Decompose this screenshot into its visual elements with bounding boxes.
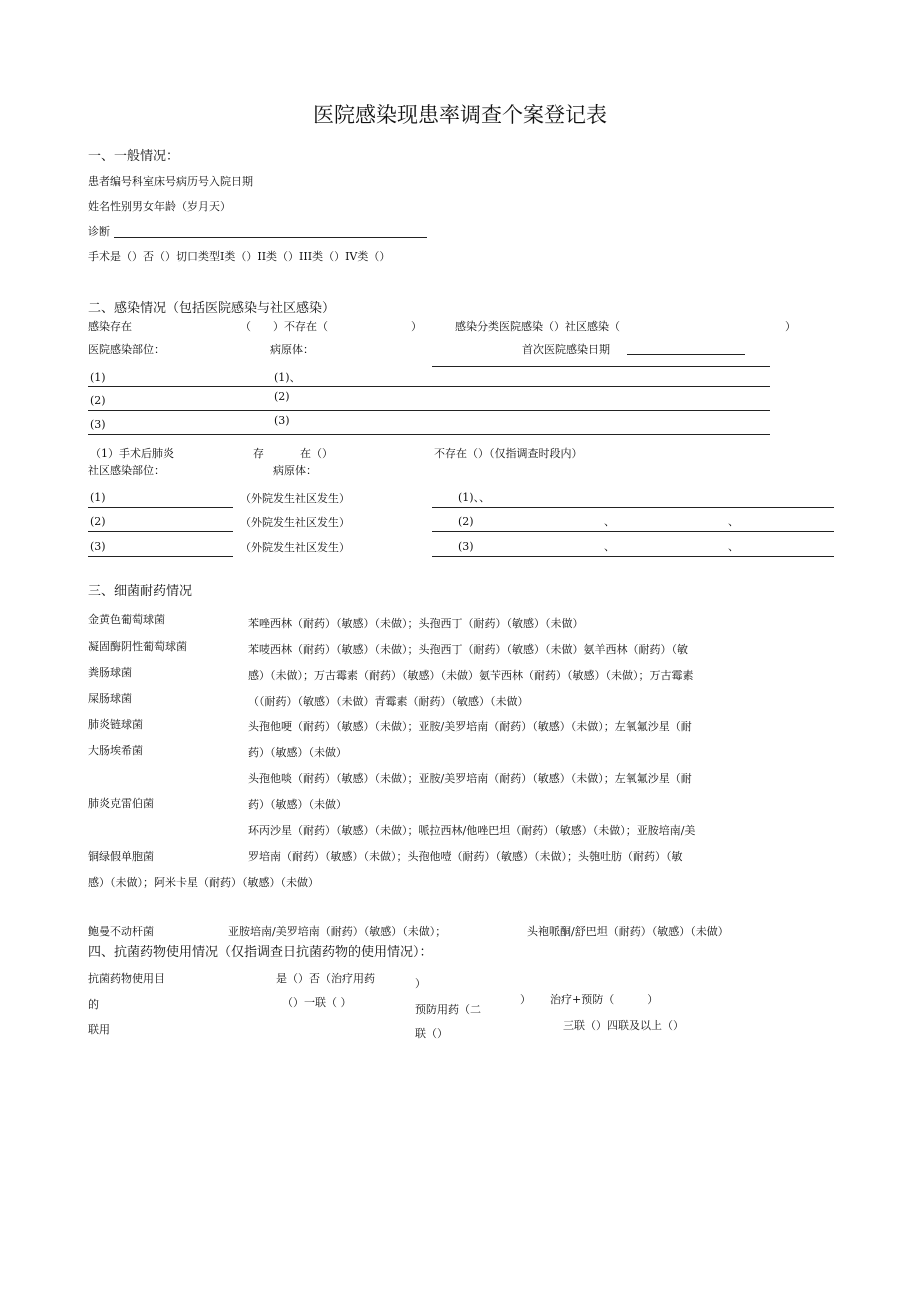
hospital-pathogen-1: (1)、: [274, 371, 301, 384]
drug-line-3: 感）（未做）；万古霉素（耐药）（敏感）（未做）氨苄西林（耐药）（敏感）（未做）；万古霉素: [248, 669, 694, 682]
bacteria-cons: 凝固酶阴性葡萄球菌: [88, 640, 187, 653]
community-site-3-field[interactable]: [88, 556, 233, 557]
antibiotic-dual: 联（）: [415, 1027, 448, 1040]
community-pathogen-1: (1)、、: [458, 491, 491, 504]
hospital-pathogen-label: 病原体：: [270, 343, 314, 356]
hospital-row-3-field[interactable]: [88, 434, 770, 435]
community-note-1: （外院发生社区发生）: [240, 492, 350, 505]
community-pathogen-3: (3): [458, 540, 474, 553]
drug-line-wrap: 感）（未做）；阿米卡星（耐药）（敏感）（未做）: [88, 876, 319, 889]
antibiotic-close-paren-2: ）: [520, 993, 531, 1006]
community-pathogen-3-field[interactable]: [432, 556, 834, 557]
community-pathogen-2-field[interactable]: [432, 531, 834, 532]
antibiotic-prevention: 预防用药（二: [415, 1003, 481, 1016]
hospital-site-3: (3): [90, 418, 106, 431]
drug-line-4: （（耐药）（敏感）（未做）青霉素（耐药）（敏感）（未做）: [248, 695, 529, 708]
bacteria-a-baumannii: 鲍曼不动杆菌: [88, 925, 154, 938]
section-resistance-heading: 三、细菌耐药情况: [88, 584, 193, 599]
antibiotic-purpose-label: 抗菌药物使用目: [88, 972, 165, 985]
infection-classification: 感染分类医院感染（）社区感染（: [455, 320, 620, 333]
surgery-line: 手术是（）否（）切口类型Ⅰ类（）II类（）III类（）IV类（）: [88, 250, 391, 263]
pneumonia-exist-2: 在（）: [300, 447, 333, 460]
community-site-2-field[interactable]: [88, 531, 233, 532]
hospital-site-2: (2): [90, 394, 106, 407]
pneumonia-not-exist: 不存在（）（仅指调查时段内）: [434, 447, 583, 460]
community-pathogen-3-sep2: 、: [728, 540, 739, 553]
infection-classification-close: ）: [785, 320, 796, 333]
hospital-row-1-field[interactable]: [88, 386, 770, 387]
bacteria-e-faecalis: 粪肠球菌: [88, 666, 132, 679]
bacteria-e-coli: 大肠埃希菌: [88, 744, 143, 757]
drug-line-1: 苯唑西林（耐药）（敏感）（未做）；头孢西丁（耐药）（敏感）（未做）: [248, 617, 584, 630]
hospital-site-label: 医院感染部位：: [88, 343, 165, 356]
infection-exist-label: 感染存在: [88, 320, 132, 333]
first-infection-date-field[interactable]: [627, 354, 745, 355]
baumannii-drugs-2: 头袍哌酮/舒巴坦（耐药）（敏感）（未做）: [527, 925, 729, 938]
section-general-heading: 一、一般情况：: [88, 149, 180, 164]
bacteria-k-pneumoniae: 肺炎克雷伯菌: [88, 797, 154, 810]
diagnosis-field[interactable]: [114, 237, 427, 238]
bacteria-e-faecium: 屎肠球菌: [88, 692, 132, 705]
patient-demographics-line: 姓名性别男女年龄（岁月天）: [88, 200, 231, 213]
baumannii-drugs-1: 亚胺培南/美罗培南（耐药）（敏感）（未做）；: [228, 925, 447, 938]
section-antibiotic-heading: 四、抗菌药物使用情况（仅指调查日抗菌药物的使用情况）：: [88, 945, 433, 960]
drug-line-9: 环丙沙星（耐药）（敏感）（未做）；哌拉西林/他唑巴坦（耐药）（敏感）（未做）；亚胺培南/美: [248, 824, 696, 837]
drug-line-7: 头孢他啖（耐药）（敏感）（未做）；亚胺/美罗培南（耐药）（敏感）（未做）；左氧氟沙星（耐: [248, 772, 692, 785]
diagnosis-label: 诊断: [88, 225, 110, 238]
drug-line-5: 头孢他哽（耐药）（敏感）（未做）；亚胺/美罗培南（耐药）（敏感）（未做）；左氧氟沙星（耐: [248, 720, 692, 733]
antibiotic-multi: 三联（）四联及以上（）: [563, 1019, 684, 1032]
page-title: 医院感染现患率调查个案登记表: [313, 103, 607, 127]
infection-exist-options: （ ）不存在（: [240, 320, 328, 333]
divider-line: [432, 366, 770, 367]
community-pathogen-label: 病原体：: [273, 464, 317, 477]
community-pathogen-3-sep1: 、: [604, 540, 615, 553]
community-site-1-field[interactable]: [88, 507, 233, 508]
antibiotic-combination-label: 联用: [88, 1023, 110, 1036]
community-site-2: (2): [90, 515, 106, 528]
community-pathogen-2: (2): [458, 515, 474, 528]
antibiotic-yes-no: 是（）否（治疗用药: [276, 972, 375, 985]
antibiotic-treat-prevent: 治疗+预防（ ）: [550, 993, 659, 1006]
drug-line-6: 药）（敏感）（未做）: [248, 746, 347, 759]
community-note-3: （外院发生社区发生）: [240, 541, 350, 554]
community-note-2: （外院发生社区发生）: [240, 516, 350, 529]
community-site-3: (3): [90, 540, 106, 553]
pneumonia-label: （1）手术后肺炎: [90, 447, 174, 460]
drug-line-8: 药）（敏感）（未做）: [248, 798, 347, 811]
community-pathogen-2-sep1: 、: [604, 515, 615, 528]
drug-line-2: 苯唛西林（耐药）（敏感）（未做）；头孢西丁（耐药）（敏感）（未做）氨羊西林（耐药）（敏: [248, 643, 688, 656]
bacteria-s-pneumoniae: 肺炎链球菌: [88, 718, 143, 731]
first-infection-date-label: 首次医院感染日期: [522, 343, 610, 356]
community-site-label: 社区感染部位：: [88, 464, 165, 477]
community-site-1: (1): [90, 491, 106, 504]
section-infection-heading: 二、感染情况（包括医院感染与社区感染）: [88, 301, 336, 316]
hospital-site-1: (1): [90, 371, 106, 384]
pneumonia-exist-1: 存: [253, 447, 264, 460]
antibiotic-single: （）一联（ ）: [282, 996, 352, 1009]
antibiotic-close-paren-1: ）: [415, 977, 426, 990]
hospital-pathogen-2: (2): [274, 390, 290, 403]
infection-exist-close: ）: [411, 320, 422, 333]
patient-info-line: 患者编号科室床号病历号入院日期: [88, 175, 253, 188]
community-pathogen-2-sep2: 、: [728, 515, 739, 528]
community-pathogen-1-field[interactable]: [432, 507, 834, 508]
hospital-pathogen-3: (3): [274, 414, 290, 427]
antibiotic-purpose-label-2: 的: [88, 998, 99, 1011]
bacteria-staph-aureus: 金黄色葡萄球菌: [88, 613, 165, 626]
drug-line-10: 罗培南（耐药）（敏感）（未做）；头孢他噎（耐药）（敏感）（未做）；头匏吐肪（耐药）（敏: [248, 850, 683, 863]
hospital-row-2-field[interactable]: [88, 410, 770, 411]
bacteria-p-aeruginosa: 铜绿假单胞菌: [88, 850, 154, 863]
